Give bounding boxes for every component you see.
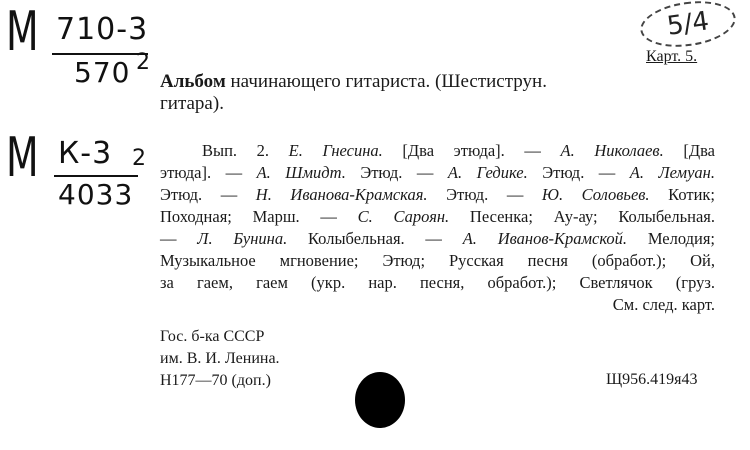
library-imprint	[160, 326, 280, 392]
contents-line: Походная; Марш. — С. Сароян. Песенка; Ау-ау; Колыбельная.	[160, 207, 716, 226]
shelfmark-top-1: 710-3	[56, 12, 149, 47]
contents-line: Музыкальное мгновение; Этюд; Русская песня (обработ.); Ой,	[160, 251, 715, 270]
title-bold: Альбом	[160, 71, 226, 92]
shelfmark-divider-1	[52, 53, 148, 55]
shelfmark-letter-1: М	[6, 0, 40, 63]
contents-line: за гаем, гаем (укр. нар. песня, обработ.); Светлячок (груз.	[160, 273, 715, 292]
shelfmark-letter-2: М	[6, 126, 40, 189]
shelfmark-bottom-2: 4033	[58, 178, 134, 211]
punch-hole	[355, 372, 405, 428]
shelfmark-divider-2	[54, 175, 138, 177]
library-name: Гос. б-ка СССР	[160, 328, 265, 345]
classification-code: Щ956.419я43	[606, 371, 698, 388]
contents-line: этюда]. — А. Шмидт. Этюд. — А. Гедике. Этюд. — А. Лемуан.	[160, 163, 715, 182]
title-line-2: гитара).	[160, 93, 224, 114]
contents-line: — Л. Бунина. Колыбельная. — А. Иванов-Крамской. Мелодия;	[160, 229, 716, 248]
book-title	[160, 70, 715, 94]
contents-line: Этюд. — Н. Иванова-Крамская. Этюд. — Ю. Соловьев. Котик;	[160, 185, 716, 204]
title-rest: начинающего гитариста. (Шестиструн.	[225, 71, 547, 92]
shelfmark-copies-2: 2	[132, 146, 147, 171]
see-next-card: См. след. карт.	[612, 295, 715, 314]
inventory-stamp: 5/4	[637, 0, 738, 52]
shelfmark-bottom-1: 570	[74, 56, 131, 89]
card-print-code: Н177—70 (доп.)	[160, 372, 271, 389]
contents-note	[160, 140, 715, 316]
shelfmark-copies-1: 2	[136, 50, 151, 75]
card-number: Карт. 5.	[646, 48, 698, 65]
shelfmark-top-2: К-3	[58, 136, 113, 171]
contents-line: Вып. 2. Е. Гнесина. [Два этюда]. — А. Николаев. [Два	[202, 141, 715, 160]
library-named-after: им. В. И. Ленина.	[160, 350, 280, 367]
